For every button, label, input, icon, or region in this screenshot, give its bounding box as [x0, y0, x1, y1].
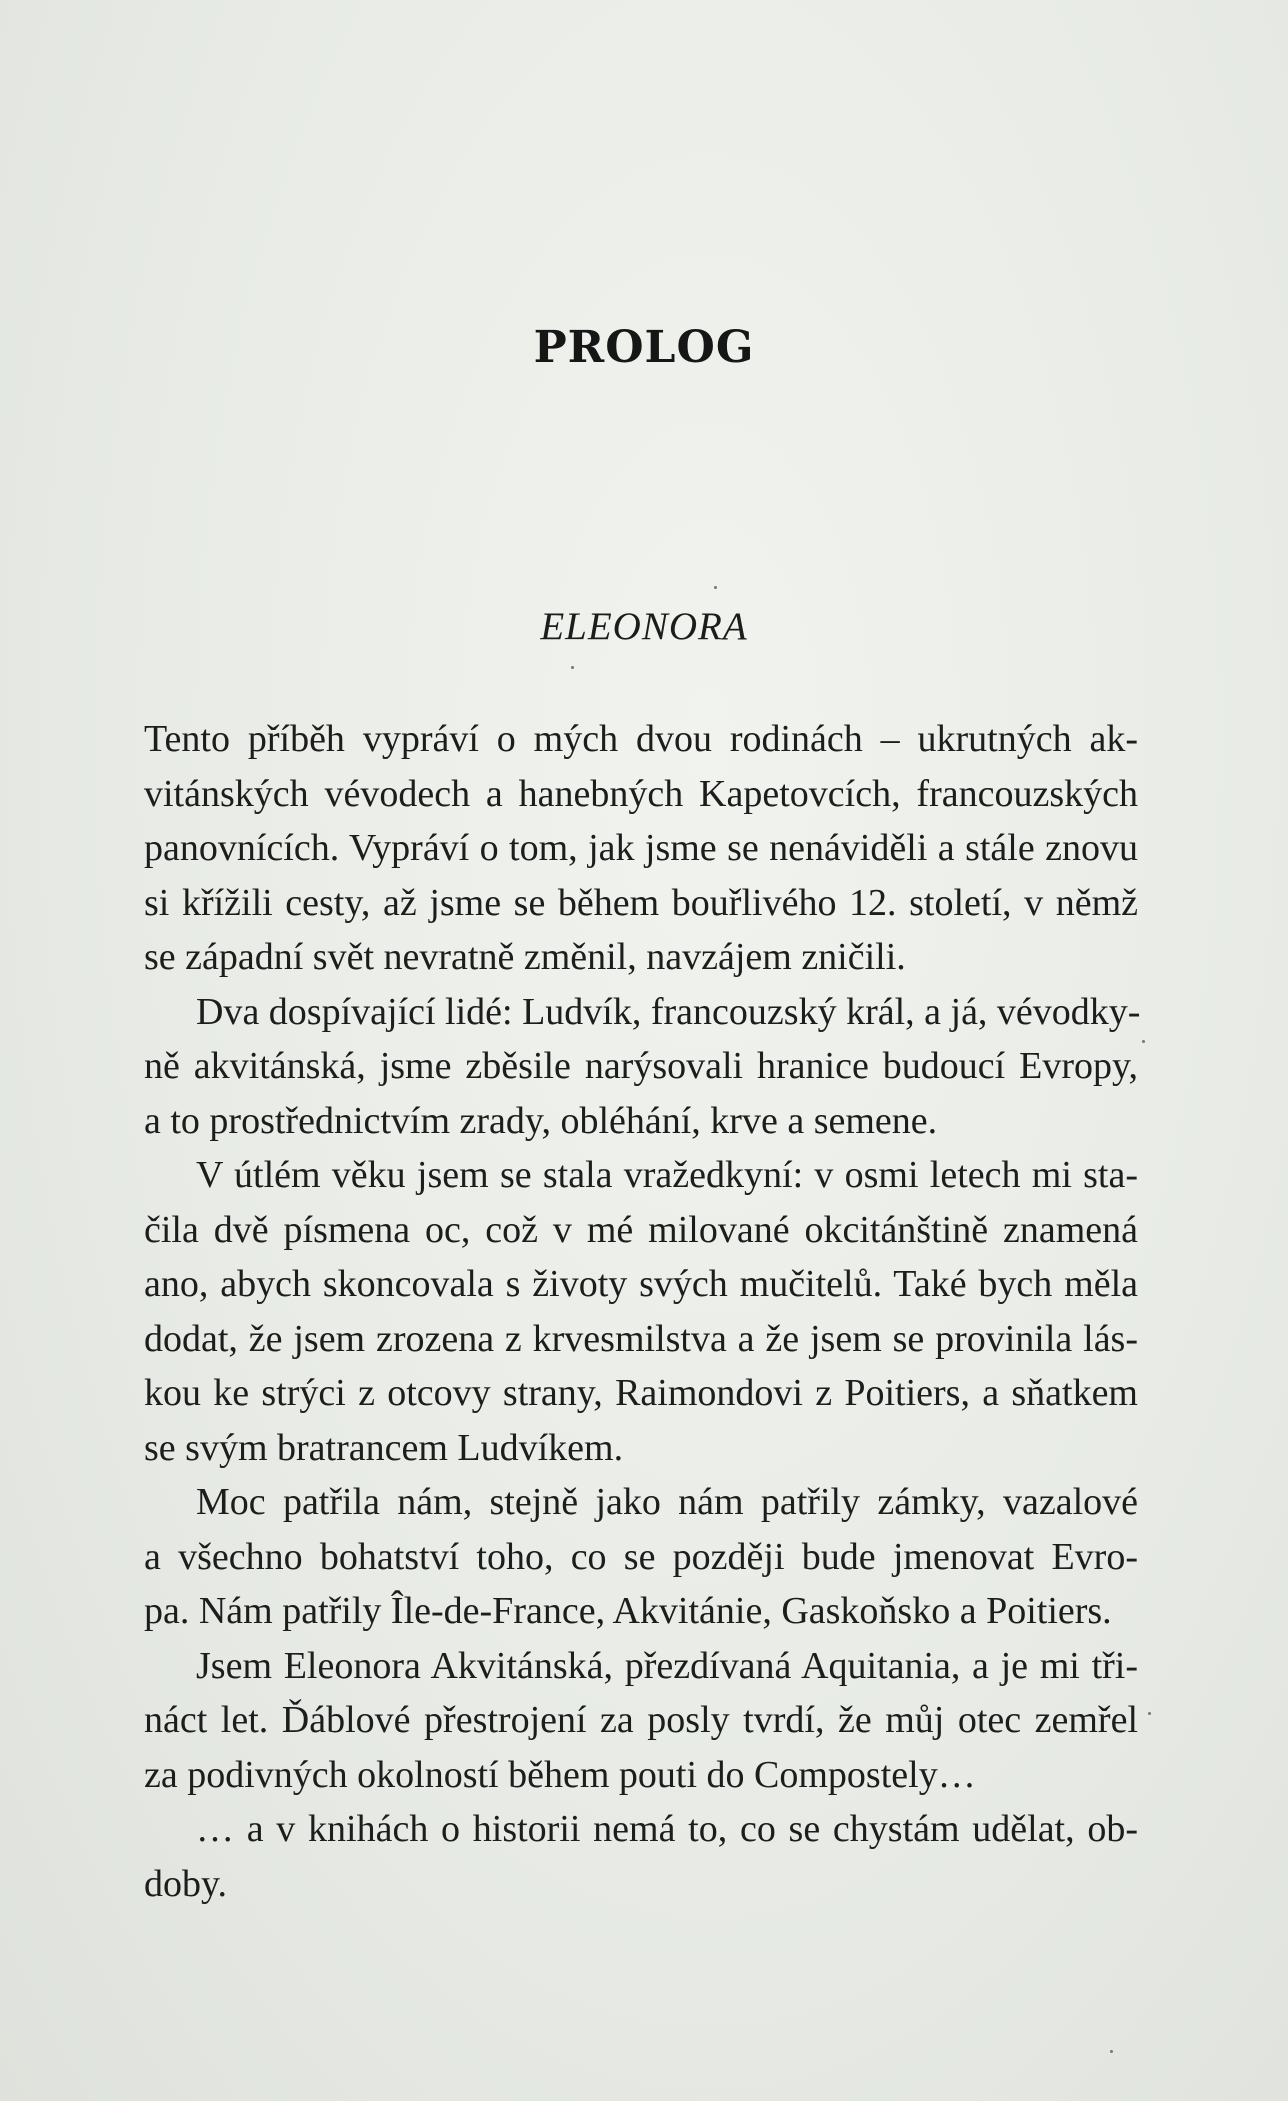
text-line: dodat, že jsem zrozena z krvesmilstva a že jsem se provinila lás-: [144, 1317, 1138, 1360]
text-line: si křížili cesty, až jsme se během bouřlivého 12. století, v němž: [144, 881, 1138, 924]
text-line: V útlém věku jsem se stala vražedkyní: v osmi letech mi sta-: [196, 1154, 1138, 1196]
chapter-title: PROLOG: [533, 322, 755, 373]
text-line: Jsem Eleonora Akvitánská, přezdívaná Aquitania, a je mi tři-: [196, 1644, 1138, 1687]
paper-speck: [571, 666, 574, 669]
text-line: Dva dospívající lidé: Ludvík, francouzský král, a já, vévodky-: [196, 990, 1141, 1033]
text-line: a to prostřednictvím zrady, obléhání, krve a semene.: [144, 1099, 938, 1142]
text-line: za podivných okolností během pouti do Compostely…: [144, 1753, 976, 1796]
text-line: … a v knihách o historii nemá to, co se chystám udělat, ob-: [196, 1808, 1138, 1850]
paper-speck: [714, 586, 717, 589]
paper-speck: [1110, 2050, 1113, 2053]
text-line: pa. Nám patřily Île-de-France, Akvitánie, Gaskoňsko a Poitiers.: [144, 1590, 1112, 1632]
text-line: doby.: [144, 1862, 228, 1905]
text-line: ně akvitánská, jsme zběsile narýsovali hranice budoucí Evropy,: [144, 1045, 1138, 1087]
paper-speck: [1148, 1712, 1151, 1715]
text-line: ano, abych skoncovala s životy svých mučitelů. Také bych měla: [144, 1263, 1138, 1305]
narrator-name: ELEONORA: [540, 605, 748, 648]
text-line: vitánských vévodech a hanebných Kapetovcích, francouzských: [144, 772, 1138, 815]
paper-speck: [1142, 1040, 1145, 1043]
text-line: a všechno bohatství toho, co se později bude jmenovat Evro-: [144, 1535, 1138, 1578]
prologue-text: [144, 712, 1141, 1911]
text-line: panovnících. Vypráví o tom, jak jsme se nenáviděli a stále znovu: [144, 827, 1138, 869]
text-line: Moc patřila nám, stejně jako nám patřily zámky, vazalové: [196, 1481, 1138, 1523]
text-line: čila dvě písmena oc, což v mé milované okcitánštině znamená: [144, 1208, 1138, 1251]
text-line: Tento příběh vypráví o mých dvou rodinách – ukrutných ak-: [144, 718, 1138, 760]
text-line: kou ke strýci z otcovy strany, Raimondovi z Poitiers, a sňatkem: [144, 1372, 1138, 1414]
text-line: se svým bratrancem Ludvíkem.: [144, 1426, 624, 1469]
text-line: se západní svět nevratně změnil, navzájem zničili.: [144, 936, 906, 978]
text-line: náct let. Ďáblové přestrojení za posly tvrdí, že můj otec zemřel: [144, 1699, 1138, 1741]
